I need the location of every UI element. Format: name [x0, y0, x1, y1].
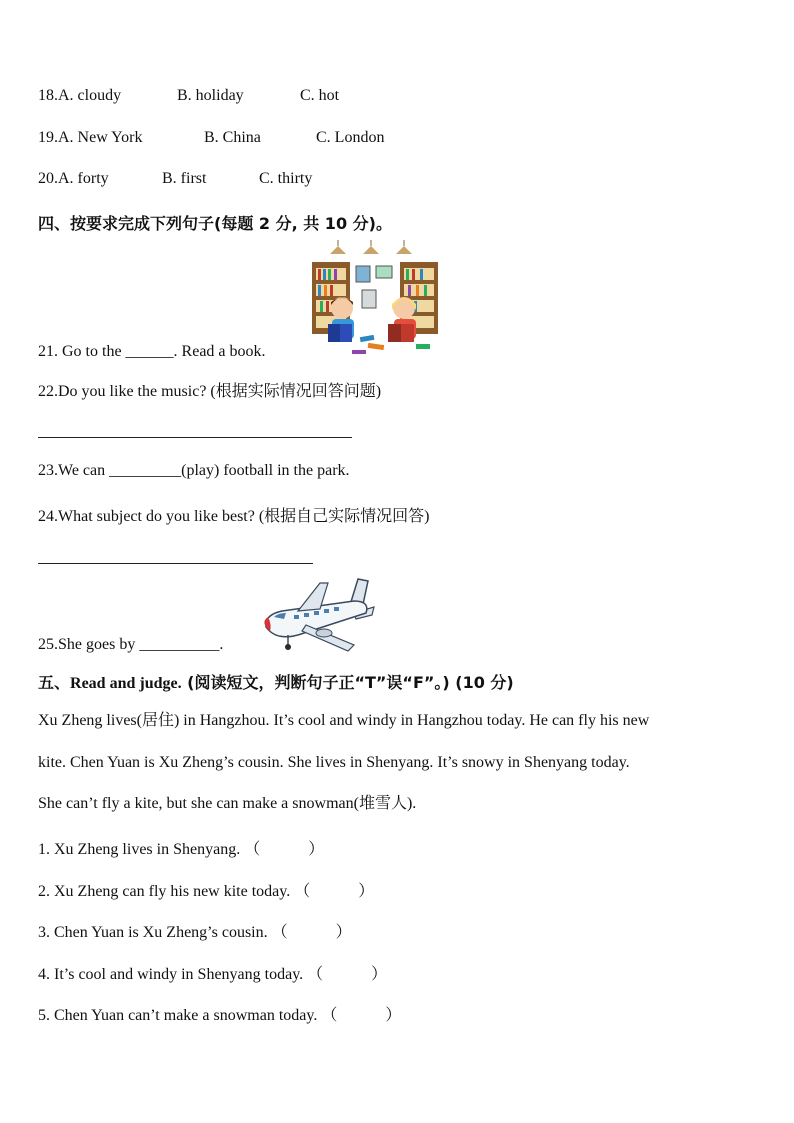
- option-a: A. forty: [58, 170, 109, 187]
- answer-line-24[interactable]: [38, 563, 313, 564]
- option-b: B. holiday: [177, 87, 244, 104]
- section-title-en: Read and judge.: [70, 675, 182, 692]
- children-reading-icon: [308, 240, 442, 360]
- question-text: . Go to the ______. Read a book.: [54, 343, 266, 360]
- option-a: A. New York: [58, 129, 143, 146]
- section-prefix: 五、: [38, 673, 71, 692]
- question-22: [38, 378, 381, 401]
- answer-parentheses[interactable]: （ ）: [271, 924, 352, 941]
- judge-statement: 4. It’s cool and windy in Shenyang today.: [38, 966, 304, 983]
- section-5-heading: [38, 670, 514, 693]
- question-24: [38, 503, 430, 526]
- answer-parentheses[interactable]: （ ）: [294, 883, 375, 900]
- answer-parentheses[interactable]: （ ）: [244, 841, 325, 858]
- judge-item: [38, 961, 387, 984]
- judge-item: [38, 878, 374, 901]
- option-c: C. London: [316, 129, 385, 146]
- judge-statement: 3. Chen Yuan is Xu Zheng’s cousin.: [38, 924, 268, 941]
- question-25: [38, 636, 223, 654]
- question-text: What subject do you like best? (根据自己实际情况回答): [58, 508, 430, 525]
- option-b: B. first: [162, 170, 207, 187]
- judge-item: [38, 1002, 401, 1025]
- answer-line-22[interactable]: [38, 437, 352, 438]
- passage-line: She can’t fly a kite, but she can make a snowman(堆雪人).: [38, 795, 417, 812]
- question-21: [38, 343, 266, 361]
- question-number: 20.: [38, 170, 58, 187]
- judge-item: [38, 919, 352, 942]
- question-20: [38, 170, 312, 188]
- question-text: We can _________(play) football in the park.: [58, 462, 350, 479]
- judge-statement: 2. Xu Zheng can fly his new kite today.: [38, 883, 291, 900]
- option-a: A. cloudy: [58, 87, 122, 104]
- question-number: 19.: [38, 129, 58, 146]
- question-number: 18.: [38, 87, 58, 104]
- option-b: B. China: [204, 129, 261, 146]
- passage-line: Xu Zheng lives(居住) in Hangzhou. It’s cool and windy in Hangzhou today. He can fly his new: [38, 712, 650, 729]
- question-19: [38, 129, 384, 147]
- question-text: Do you like the music? (根据实际情况回答问题): [58, 383, 382, 400]
- question-text: She goes by __________.: [58, 636, 224, 653]
- answer-parentheses[interactable]: （ ）: [307, 966, 388, 983]
- question-23: [38, 462, 350, 480]
- section-instructions: (阅读短文，判断句子正“T”误“F”。) (10 分): [181, 673, 514, 692]
- answer-parentheses[interactable]: （ ）: [321, 1007, 402, 1024]
- judge-statement: 5. Chen Yuan can’t make a snowman today.: [38, 1007, 318, 1024]
- question-number: 23.: [38, 462, 58, 479]
- judge-item: [38, 836, 324, 859]
- option-c: C. thirty: [259, 170, 313, 187]
- airplane-icon: [258, 575, 376, 655]
- question-number: 21: [38, 343, 54, 360]
- option-c: C. hot: [300, 87, 340, 104]
- passage-line: kite. Chen Yuan is Xu Zheng’s cousin. She lives in Shenyang. It’s snowy in Shenyang today.: [38, 753, 630, 771]
- question-number: 24.: [38, 508, 58, 525]
- section-4-heading: 四、按要求完成下列句子(每题 2 分, 共 10 分)。: [38, 214, 392, 233]
- question-number: 22.: [38, 383, 58, 400]
- reading-passage: [38, 700, 754, 825]
- question-18: [38, 87, 339, 105]
- judge-statement: 1. Xu Zheng lives in Shenyang.: [38, 841, 241, 858]
- question-number: 25.: [38, 636, 58, 653]
